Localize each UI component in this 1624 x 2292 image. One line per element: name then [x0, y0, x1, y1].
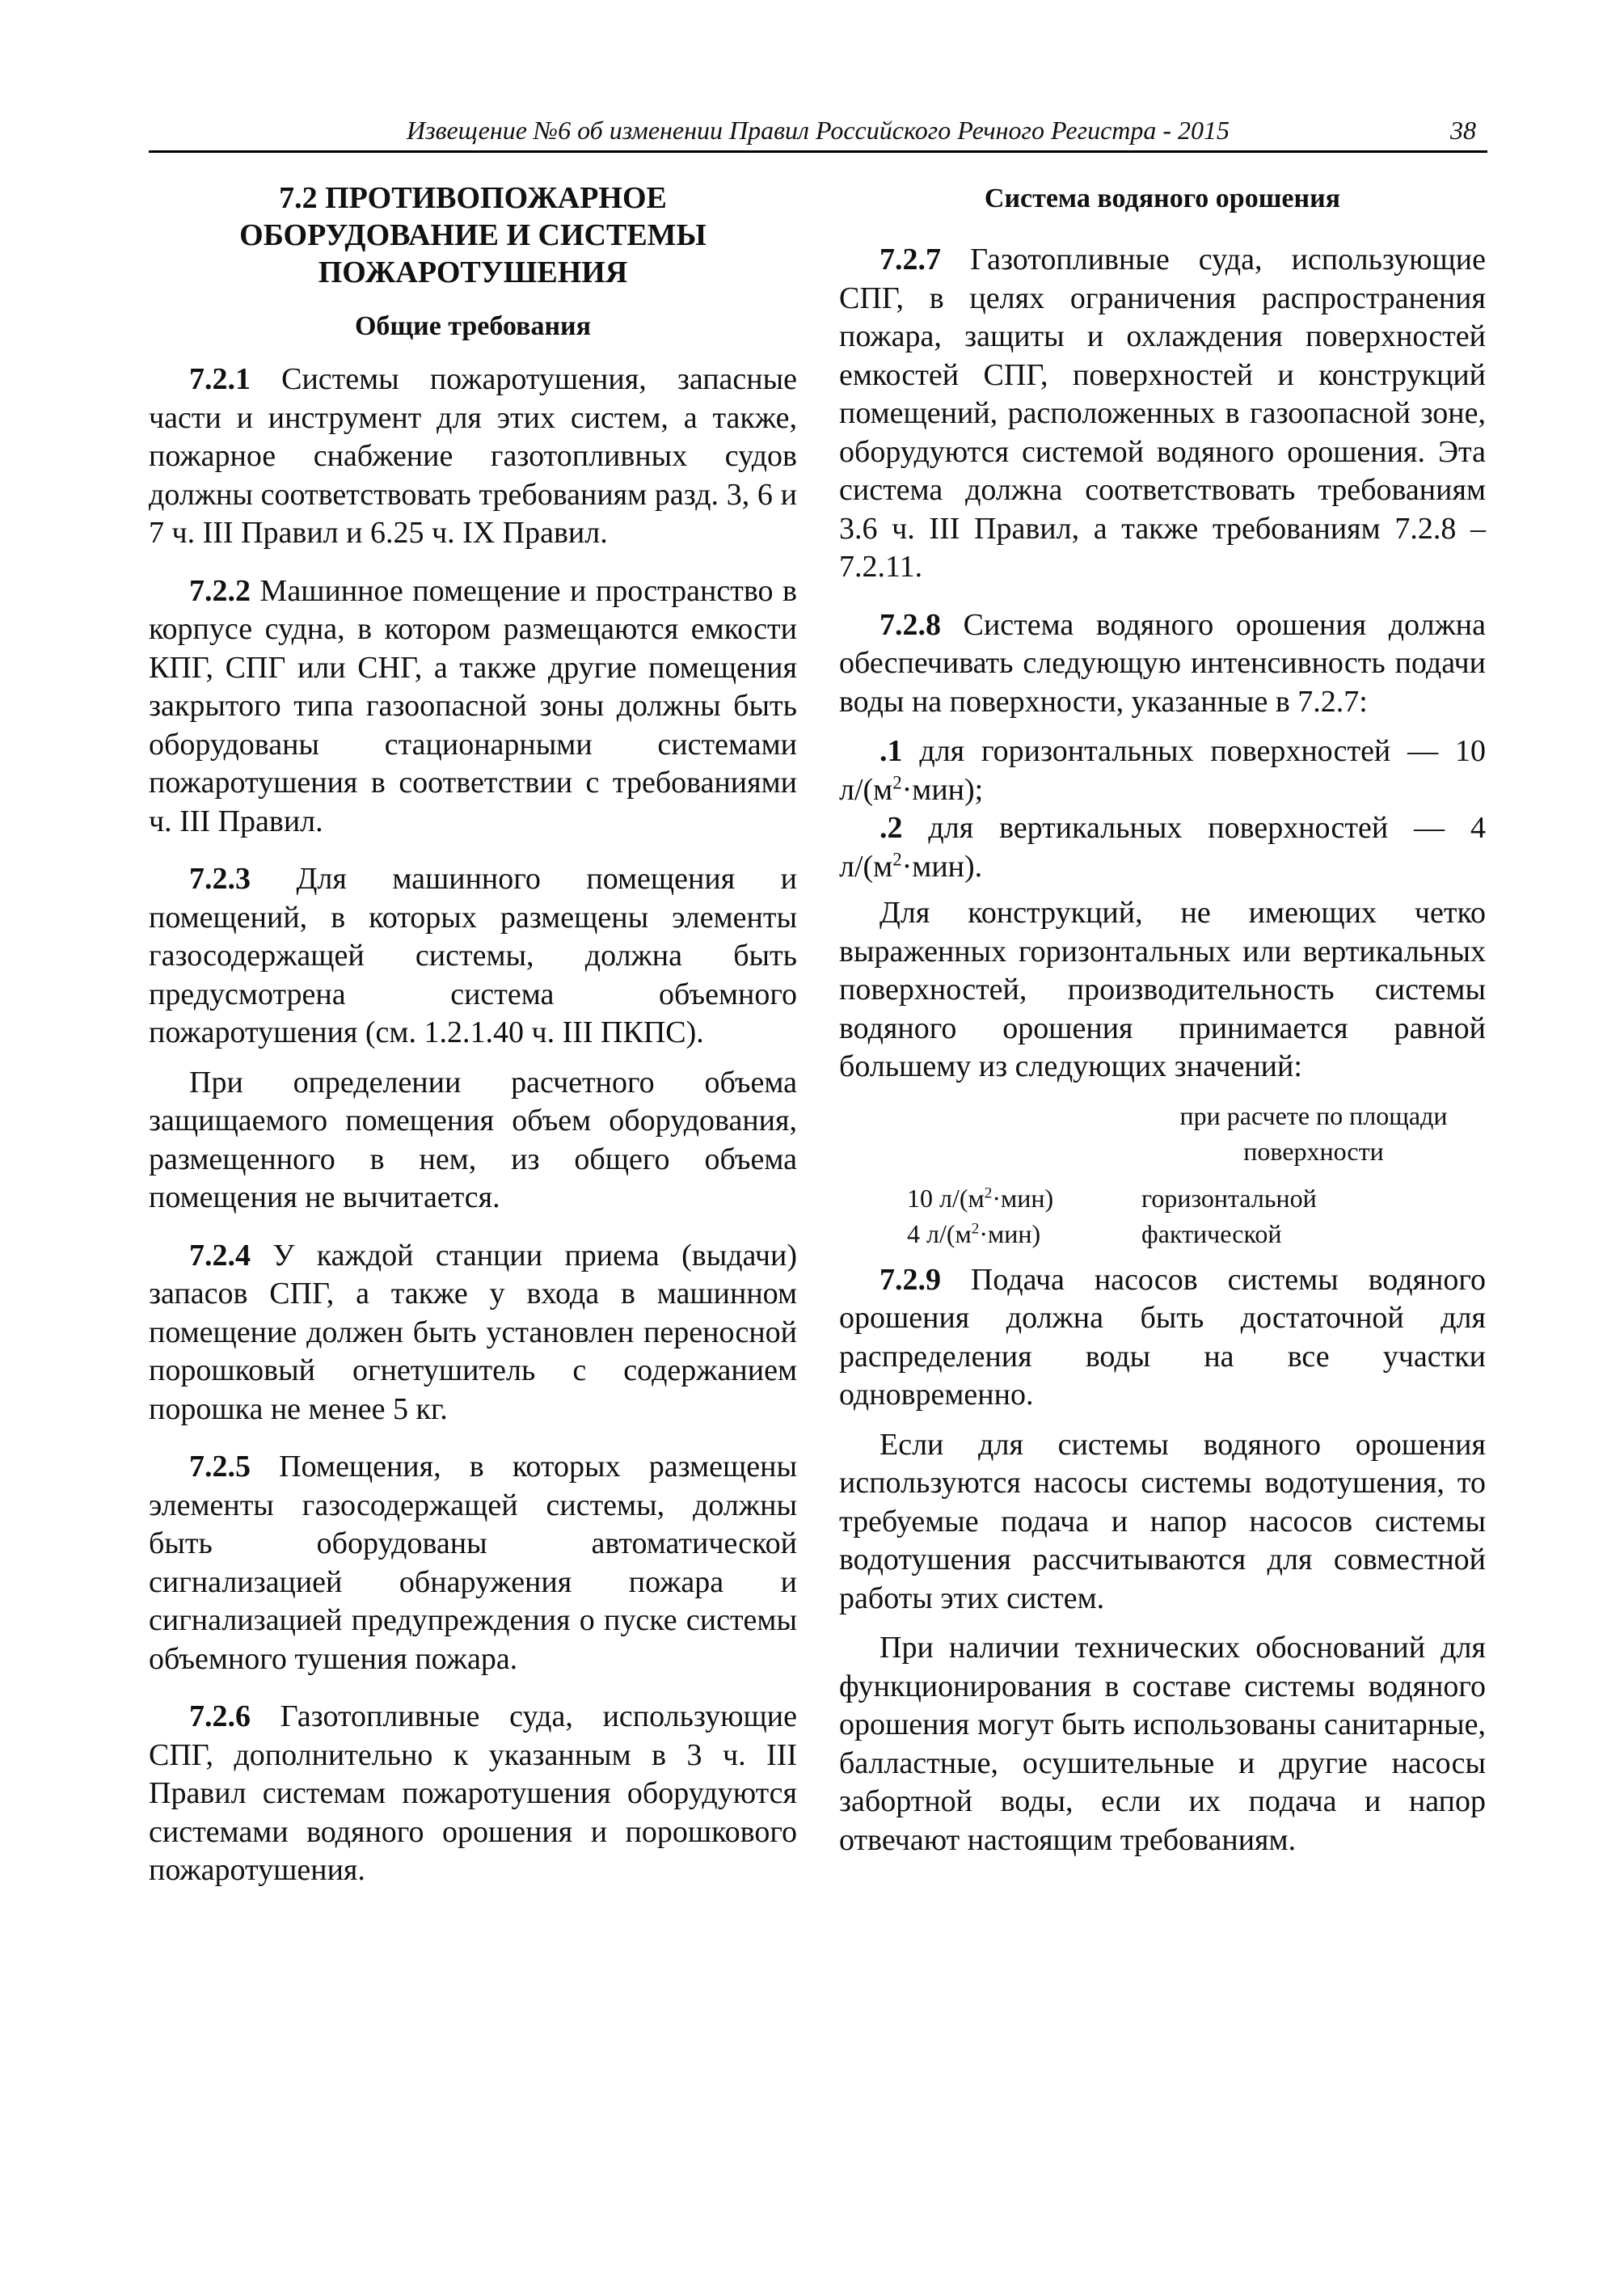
paragraph-text: У каждой станции приема (выдачи) запасов СПГ, а также у входа в машинном помещение должен быть установлен переносной порошковый огнетушитель с содержанием порошка не менее 5 кг.	[149, 1238, 797, 1426]
paragraph-text: Газотопливные суда, использующие СПГ, в целях ограничения распространения пожара, защиты и охлаждения поверхностей емкостей СПГ, поверхностей и конструкций помещений, расположенных в газоопасной зоне, оборудуются системой водяного орошения. Эта система должна соответствовать требованиям 3.6 ч. III Правил, а также требованиям 7.2.8 – 7.2.11.	[839, 243, 1486, 584]
calc-row2-label: фактической	[1141, 1218, 1282, 1248]
paragraph-7-2-9-cont1: Если для системы водяного орошения используются насосы системы водотушения, то требуемые подача и напор насосов системы водотушения рассчитываются для совместной работы этих систем.	[839, 1427, 1486, 1615]
section-title: 7.2 ПРОТИВОПОЖАРНОЕ ОБОРУДОВАНИЕ И СИСТЕМЫ ПОЖАРОТУШЕНИЯ	[239, 181, 707, 289]
header-title: Извещение №6 об изменении Правил Российского Речного Регистра - 2015	[406, 116, 1230, 145]
paragraph-text: Подача насосов системы водяного орошения должна быть достаточной для распределения воды на все участки одновременно.	[839, 1262, 1486, 1412]
paragraph-text: Для машинного помещения и помещений, в которых размещены элементы газосодержащей системы, должна быть предусмотрена система объемного пожаротушения (см. 1.2.1.40 ч. III ПКПС).	[149, 862, 797, 1049]
superscript: 2	[984, 1184, 993, 1201]
paragraph-7-2-3	[149, 860, 797, 1053]
value-text: ·мин)	[979, 1218, 1041, 1248]
calc-row2-value	[907, 1216, 1040, 1252]
value-text: 4 л/(м	[907, 1218, 972, 1248]
clause-number: 7.2.6	[189, 1699, 251, 1733]
value-text: 10 л/(м	[907, 1183, 985, 1213]
paragraph-7-2-2	[149, 572, 797, 842]
item-text-tail: ·мин);	[901, 772, 984, 807]
item-1	[839, 732, 1486, 809]
subhead-general: Общие требования	[354, 311, 592, 341]
value-text: ·мин)	[992, 1183, 1054, 1213]
clause-number: 7.2.2	[189, 573, 251, 608]
paragraph-text: Система водяного орошения должна обеспечивать следующую интенсивность подачи воды на поверхности, указанные в 7.2.7:	[839, 607, 1486, 719]
paragraph-7-2-1	[149, 361, 797, 553]
paragraph-text: Помещения, в которых размещены элементы газосодержащей системы, должны быть оборудованы автоматической сигнализацией обнаружения пожара и сигнализацией предупреждения о пуске системы объемного тушения пожара.	[149, 1450, 797, 1676]
paragraph-7-2-9	[839, 1261, 1486, 1415]
item-text-tail: ·мин).	[901, 849, 983, 884]
paragraph-7-2-7	[839, 241, 1486, 587]
clause-number: 7.2.5	[189, 1450, 251, 1484]
item-number: .2	[879, 811, 903, 845]
calc-header: при расчете по площади поверхности	[1179, 1100, 1448, 1166]
left-column	[149, 170, 797, 1902]
calculation-table	[839, 1098, 1486, 1248]
paragraph-7-2-8	[839, 606, 1486, 722]
clause-number: 7.2.4	[189, 1238, 251, 1273]
item-number: .1	[879, 734, 903, 768]
calc-row1-label: горизонтальной	[1141, 1183, 1317, 1213]
paragraph-text: Газотопливные суда, использующие СПГ, дополнительно к указанным в 3 ч. III Правил системам пожаротушения оборудуются системами водяного орошения и порошкового пожаротушения.	[149, 1699, 797, 1887]
paragraph-7-2-8-cont: Для конструкций, не имеющих четко выраженных горизонтальных или вертикальных поверхностей, производительность системы водяного орошения принимается равной большему из следующих значений:	[839, 896, 1486, 1083]
paragraph-7-2-3-cont: При определении расчетного объема защищаемого помещения объем оборудования, размещенного в нем, из общего объема помещения не вычитается.	[149, 1065, 797, 1214]
item-text: для вертикальных поверхностей — 4 л/(м	[839, 811, 1486, 884]
clause-number: 7.2.3	[189, 862, 251, 896]
paragraph-7-2-9-cont2: При наличии технических обоснований для функционирования в составе системы водяного орошения могут быть использованы санитарные, балластные, осушительные и другие насосы забортной воды, если их подача и напор отвечают настоящим требованиям.	[839, 1631, 1486, 1857]
item-text: для горизонтальных поверхностей — 10 л/(м	[839, 734, 1486, 807]
paragraph-text: Машинное помещение и пространство в корпусе судна, в котором размещаются емкости КПГ, СПГ или СНГ, а также другие помещения закрытого типа газоопасной зоны должны быть оборудованы стационарными системами пожаротушения в соответствии с требованиями ч. III Правил.	[149, 573, 797, 838]
page-number: 38	[1450, 116, 1476, 145]
clause-number: 7.2.8	[879, 607, 941, 642]
clause-number: 7.2.7	[879, 243, 941, 276]
superscript: 2	[892, 771, 902, 792]
clause-number: 7.2.1	[189, 362, 251, 396]
paragraph-7-2-4	[149, 1237, 797, 1429]
calc-row1-value	[907, 1180, 1053, 1216]
paragraph-text: Системы пожаротушения, запасные части и инструмент для этих систем, а также, пожарное снабжение газотопливных судов должны соответствовать требованиям разд. 3, 6 и 7 ч. III Правил и 6.25 ч. IX Правил.	[149, 362, 797, 550]
superscript: 2	[892, 848, 902, 869]
subhead-water-spray: Система водяного орошения	[984, 184, 1341, 213]
paragraph-7-2-6	[149, 1698, 797, 1890]
paragraph-7-2-5	[149, 1448, 797, 1678]
superscript: 2	[971, 1219, 980, 1237]
right-column	[839, 170, 1486, 1871]
item-2	[839, 809, 1486, 886]
clause-number: 7.2.9	[879, 1262, 941, 1297]
page-header	[149, 110, 1487, 153]
